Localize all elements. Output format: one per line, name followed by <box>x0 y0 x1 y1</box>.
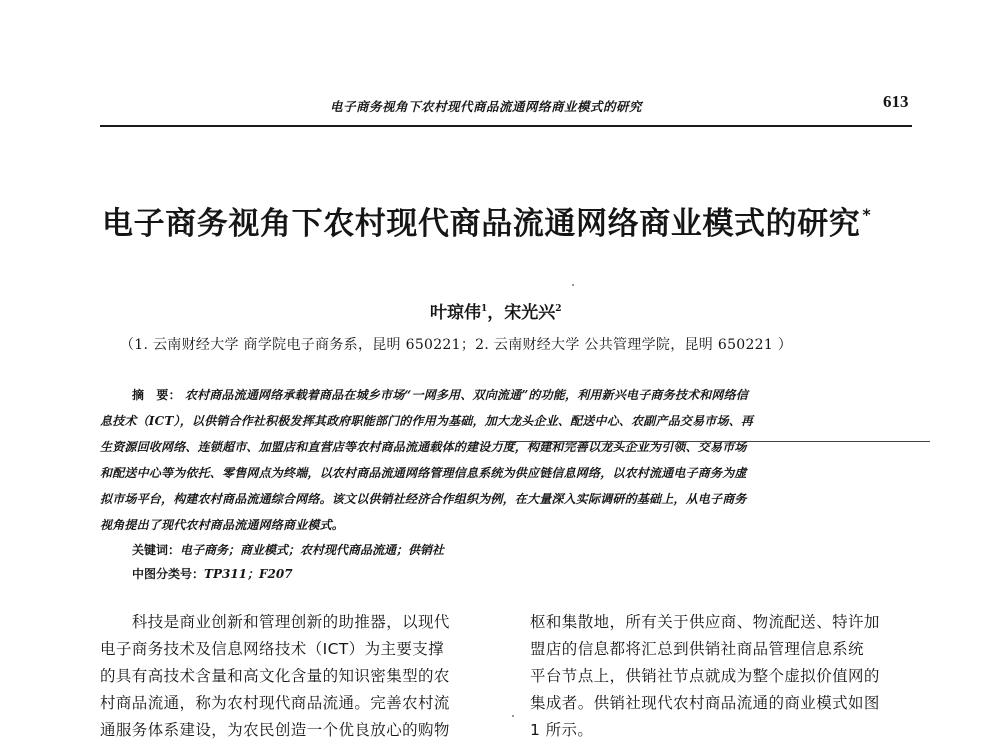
body-line-right: 枢和集散地，所有关于供应商、物流配送、特许加 <box>530 613 880 631</box>
header-rule <box>100 125 912 127</box>
body-line-right: 1 所示。 <box>530 721 594 739</box>
author-affiliation-mark: 1 <box>481 304 488 314</box>
author-name: 宋光兴 <box>504 303 556 323</box>
abstract-label: 摘 要： <box>132 388 181 402</box>
body-line-left: 的具有高技术含量和高文化含量的知识密集型的农 <box>100 667 450 685</box>
abstract-line: 视角提出了现代农村商品流通网络商业模式。 <box>100 518 345 532</box>
page-number: 613 <box>883 92 909 111</box>
scan-speck <box>572 284 574 286</box>
affiliations: （1. 云南财经大学 商学院电子商务系，昆明 650221；2. 云南财经大学 公共管理学院，昆明 650221 ） <box>120 337 793 353</box>
paper-title <box>102 198 871 243</box>
author-name: 叶琼伟 <box>430 303 481 323</box>
scan-artifact-line <box>500 441 930 442</box>
body-line-left: 电子商务技术及信息网络技术（ICT）为主要支撑 <box>100 640 445 658</box>
body-line-right: 平台节点上，供销社节点就成为整个虚拟价值网的 <box>530 667 880 685</box>
abstract-line: 拟市场平台，构建农村商品流通综合网络。该文以供销社经济合作组织为例，在大量深入实际调研的基础上，从电子商务 <box>100 492 747 506</box>
author-separator: ， <box>487 303 505 323</box>
body-line-left: 科技是商业创新和管理创新的助推器，以现代 <box>100 613 450 631</box>
keywords-label: 关键词： <box>132 543 181 557</box>
title-footnote-mark: * <box>862 205 872 224</box>
keywords <box>132 541 444 558</box>
classification-label: 中图分类号： <box>132 567 205 581</box>
abstract-line: 和配送中心等为依托、零售网点为终端，以农村商品流通网络管理信息系统为供应链信息网络，以农村流通电子商务为虚 <box>100 466 747 480</box>
body-line-right: 集成者。供销社现代农村商品流通的商业模式如图 <box>530 694 880 712</box>
author-list <box>430 298 562 323</box>
running-title: 电子商务视角下农村现代商品流通网络商业模式的研究 <box>330 99 643 114</box>
author-affiliation-mark: 2 <box>555 304 562 314</box>
body-line-right: 盟店的信息都将汇总到供销社商品管理信息系统 <box>530 640 864 658</box>
abstract-line: 生资源回收网络、连锁超市、加盟店和直营店等农村商品流通载体的建设力度，构建和完善以龙头企业为引领、交易市场 <box>100 440 747 454</box>
classification-number <box>132 565 293 582</box>
body-line-left: 通服务体系建设，为农民创造一个优良放心的购物 <box>100 721 450 739</box>
keywords-text: 电子商务；商业模式；农村现代商品流通；供销社 <box>180 543 445 557</box>
abstract-line: 息技术（ICT），以供销合作社积极发挥其政府职能部门的作用为基础，加大龙头企业、配送中心、农副产品交易市场、再 <box>100 414 754 428</box>
abstract-text: 农村商品流通网络承载着商品在城乡市场“一网多用、双向流通”的功能，利用新兴电子商务技术和网络信 <box>184 388 749 402</box>
classification-text: TP311；F207 <box>204 567 293 581</box>
abstract-line <box>132 386 748 403</box>
scan-speck <box>512 715 514 717</box>
paper-title-text: 电子商务视角下农村现代商品流通网络商业模式的研究 <box>102 206 861 242</box>
body-line-left: 村商品流通，称为农村现代商品流通。完善农村流 <box>100 694 450 712</box>
